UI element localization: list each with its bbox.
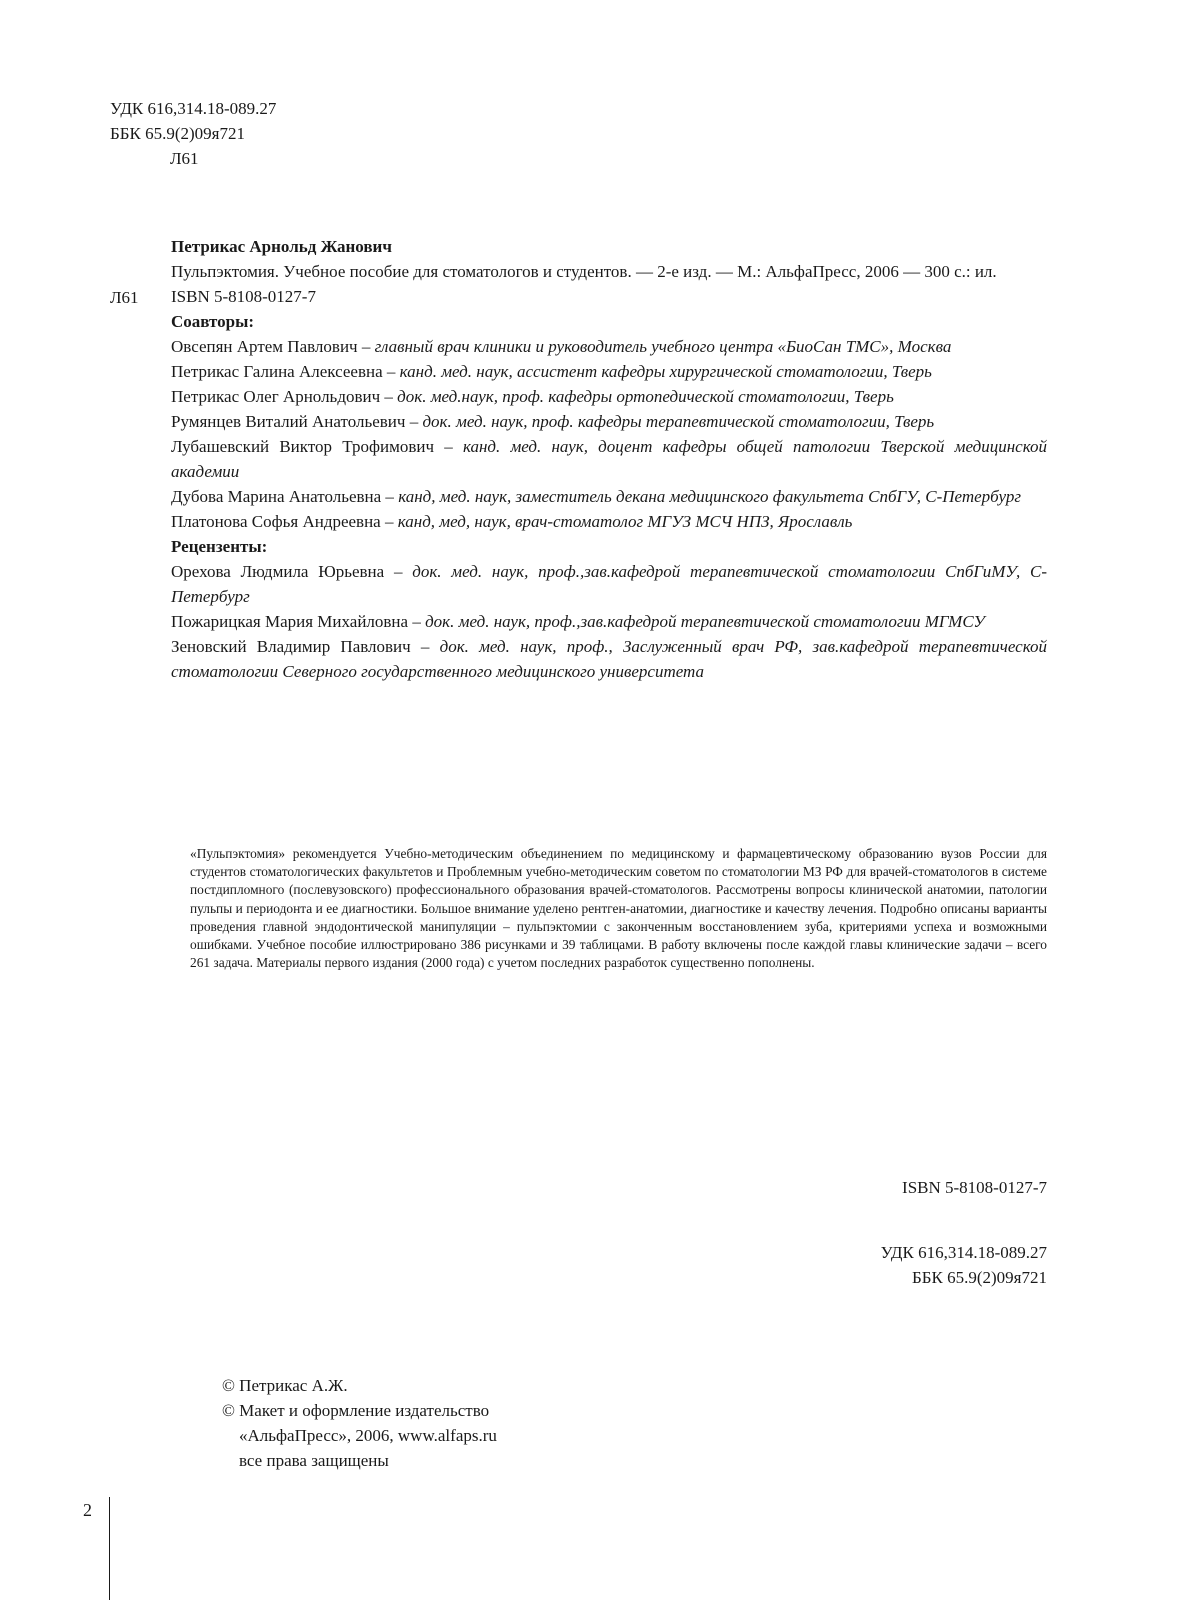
bbk-code-bottom: ББК 65.9(2)09я721 xyxy=(911,1268,1047,1287)
bibliographic-description xyxy=(171,234,1047,684)
coauthor-name: Петрикас Галина Алексеевна – xyxy=(171,362,400,381)
reviewers-heading: Рецензенты: xyxy=(171,537,268,556)
reviewer-entry xyxy=(171,609,1047,634)
coauthor-desc: канд, мед. наук, заместитель декана медицинского факультета СпбГУ, С-Петербург xyxy=(398,487,1021,506)
coauthor-desc: главный врач клиники и руководитель учебного центра «БиоСан ТМС», Москва xyxy=(374,337,952,356)
classification-codes xyxy=(110,96,276,171)
coauthor-name: Дубова Марина Анатольевна – xyxy=(171,487,399,506)
coauthor-name: Лубашевский Виктор Трофимович – xyxy=(171,437,463,456)
coauthor-name: Петрикас Олег Арнольдович – xyxy=(171,387,398,406)
reviewers-list xyxy=(171,559,1047,684)
isbn-line: ISBN 5-8108-0127-7 xyxy=(171,287,316,306)
coauthor-name: Платонова Софья Андреевна – xyxy=(171,512,398,531)
side-author-mark: Л61 xyxy=(110,288,139,307)
coauthor-entry xyxy=(171,484,1047,509)
isbn-bottom: ISBN 5-8108-0127-7 xyxy=(902,1178,1047,1197)
annotation-text: «Пульпэктомия» рекомендуется Учебно-методическим объединением по медицинскому и фармацевтическому образованию вузов России для студентов стоматологических факультетов и Проблемным учебно-методическим советом по стоматологии МЗ РФ для врачей-стоматологов в системе постдипломного (послевузовского) профессионального образования врачей-стоматологов. Рассмотрены вопросы клинической анатомии, патологии пульпы и периодонта и ее диагностики. Большое внимание уделено рентген-анатомии, диагностике и качеству лечения. Подробно описаны варианты проведения главной эндодонтической манипуляции – пульпэктомии с законченным восстановлением зуба, критериями успеха и возможными ошибками. Учебное пособие иллюстрировано 386 рисунками и 39 таблицами. В работу включены после каждой главы клинические задачи – всего 261 задача. Материалы первого издания (2000 года) с учетом последних разработок существенно пополнены. xyxy=(190,846,1047,971)
copyright-author: © Петрикас А.Ж. xyxy=(222,1376,348,1395)
reviewer-name: Орехова Людмила Юрьевна – xyxy=(171,562,413,581)
coauthor-entry xyxy=(171,359,1047,384)
coauthor-entry xyxy=(171,384,1047,409)
udk-code: УДК 616,314.18-089.27 xyxy=(110,99,277,118)
coauthor-name: Овсепян Артем Павлович – xyxy=(171,337,375,356)
reviewer-name: Пожарицкая Мария Михайловна – xyxy=(171,612,426,631)
author-mark: Л61 xyxy=(170,149,199,168)
reviewer-desc: док. мед. наук, проф.,зав.кафедрой терапевтической стоматологии МГМСУ xyxy=(425,612,985,631)
copyright-publisher: © Макет и оформление издательство xyxy=(222,1401,490,1420)
coauthors-heading: Соавторы: xyxy=(171,312,255,331)
coauthor-entry xyxy=(171,409,1047,434)
margin-rule xyxy=(109,1497,110,1600)
coauthor-desc: канд. мед. наук, ассистент кафедры хирургической стоматологии, Тверь xyxy=(399,362,932,381)
coauthor-name: Румянцев Виталий Анатольевич – xyxy=(171,412,423,431)
author-name: Петрикас Арнольд Жанович xyxy=(171,237,392,256)
coauthor-desc: док. мед.наук, проф. кафедры ортопедической стоматологии, Тверь xyxy=(397,387,894,406)
copyright-block xyxy=(222,1373,497,1473)
reviewer-entry xyxy=(171,559,1047,609)
reviewer-name: Зеновский Владимир Павлович – xyxy=(171,637,440,656)
coauthors-list xyxy=(171,334,1047,534)
coauthor-desc: канд, мед, наук, врач-стоматолог МГУЗ МСЧ НПЗ, Ярославль xyxy=(397,512,853,531)
coauthor-entry xyxy=(171,334,1047,359)
coauthor-desc: док. мед. наук, проф. кафедры терапевтической стоматологии, Тверь xyxy=(422,412,935,431)
coauthor-desc: канд. мед. наук, доцент кафедры общей патологии Тверской медицинской академии xyxy=(171,437,1047,481)
copyright-rights: все права защищены xyxy=(239,1451,389,1470)
title-line: Пульпэктомия. Учебное пособие для стоматологов и студентов. — 2-е изд. — М.: АльфаПресс, 2006 — 300 с.: ил. xyxy=(171,262,997,281)
bbk-code: ББК 65.9(2)09я721 xyxy=(110,124,246,143)
copyright-publisher-cont: «АльфаПресс», 2006, www.alfaps.ru xyxy=(239,1426,497,1445)
coauthor-entry xyxy=(171,509,1047,534)
coauthor-entry xyxy=(171,434,1047,484)
reviewer-entry xyxy=(171,634,1047,684)
reviewer-desc: док. мед. наук, проф., Заслуженный врач РФ, зав.кафедрой терапевтической стоматологии Северного государственного медицинского университета xyxy=(171,637,1048,681)
classification-codes-bottom xyxy=(881,1240,1047,1290)
udk-code-bottom: УДК 616,314.18-089.27 xyxy=(880,1243,1047,1262)
page-number: 2 xyxy=(83,1500,92,1520)
reviewer-desc: док. мед. наук, проф.,зав.кафедрой терапевтической стоматологии СпбГиМУ, С-Петербург xyxy=(171,562,1048,606)
